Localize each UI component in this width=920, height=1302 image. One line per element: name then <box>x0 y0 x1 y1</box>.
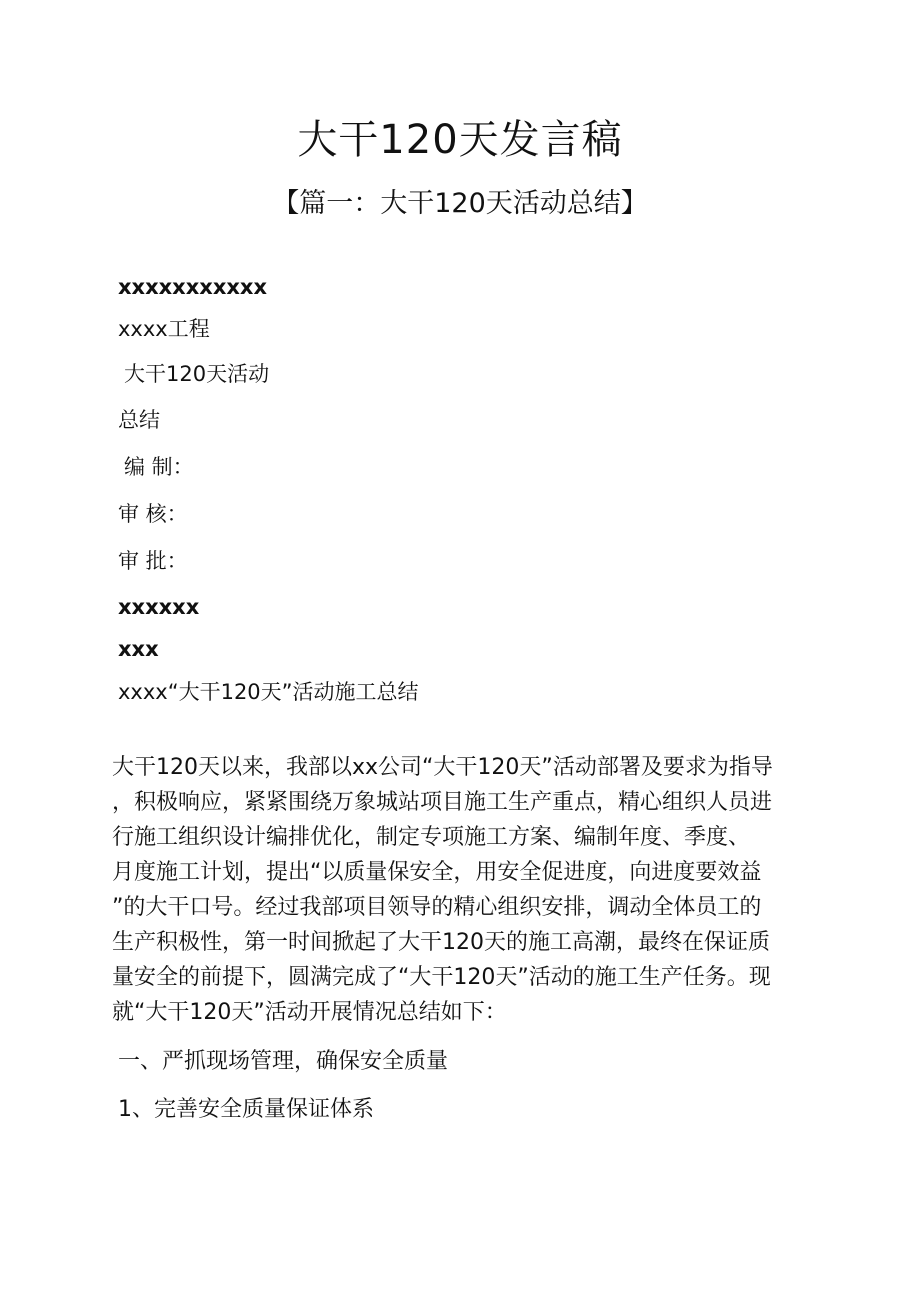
paragraph-line: 行施工组织设计编排优化，制定专项施工方案、编制年度、季度、 <box>112 825 751 850</box>
cover-line-approver: 审 批： <box>118 549 188 573</box>
cover-line-compiler: 编 制： <box>124 455 194 479</box>
cover-line-report-title: xxxx“大干120天”活动施工总结 <box>118 680 419 704</box>
cover-line-project: xxxx工程 <box>118 317 210 341</box>
body-paragraph <box>112 750 812 1030</box>
paragraph-line: 大干120天以来，我部以xx公司“大干120天”活动部署及要求为指导 <box>112 755 773 780</box>
cover-line-activity: 大干120天活动 <box>124 362 270 386</box>
cover-line-date: xxx <box>118 637 159 661</box>
paragraph-line: ”的大干口号。经过我部项目领导的精心组织安排，调动全体员工的 <box>112 895 762 920</box>
cover-line-reviewer: 审 核： <box>118 502 188 526</box>
cover-line-org: xxxxxx <box>118 595 200 619</box>
section-heading: 一、严抓现场管理，确保安全质量 <box>118 1049 449 1074</box>
paragraph-line: 生产积极性，第一时间掀起了大干120天的施工高潮，最终在保证质 <box>112 930 770 955</box>
subsection-heading: 1、完善安全质量保证体系 <box>118 1097 374 1122</box>
document-subtitle: 【篇一：大干120天活动总结】 <box>272 188 648 219</box>
cover-line-summary: 总结 <box>118 408 160 432</box>
paragraph-line: 月度施工计划，提出“以质量保安全，用安全促进度，向进度要效益 <box>112 860 762 885</box>
document-title: 大干120天发言稿 <box>297 117 623 163</box>
paragraph-line: ，积极响应，紧紧围绕万象城站项目施工生产重点，精心组织人员进 <box>112 790 773 815</box>
paragraph-line: 就“大干120天”活动开展情况总结如下： <box>112 1000 507 1025</box>
cover-line-company: xxxxxxxxxxx <box>118 275 267 299</box>
paragraph-line: 量安全的前提下，圆满完成了“大干120天”活动的施工生产任务。现 <box>112 965 771 990</box>
